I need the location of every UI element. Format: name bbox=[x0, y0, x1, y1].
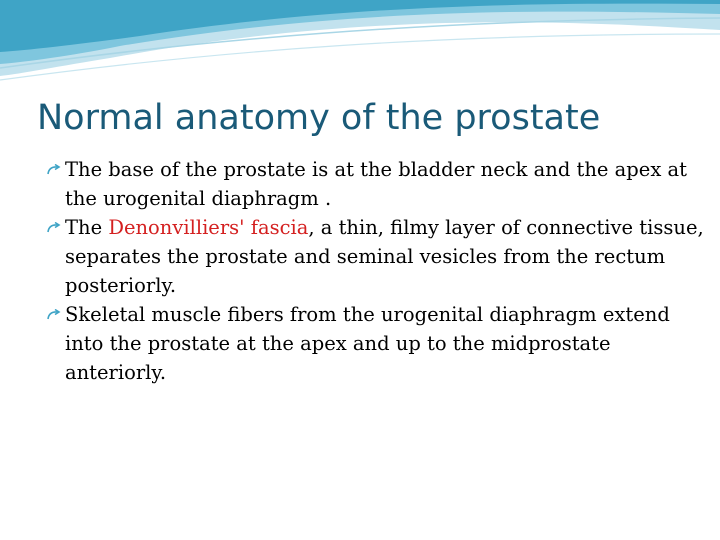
bullet-text-lead: The bbox=[65, 216, 109, 239]
bullet-item bbox=[44, 300, 704, 387]
bullet-text: Skeletal muscle fibers from the urogenital diaphragm extend into the prostate at the apex and up to the midprostate anteriorly. bbox=[65, 303, 670, 384]
bullet-list bbox=[44, 155, 704, 387]
highlighted-term: Denonvilliers' fascia bbox=[108, 216, 309, 239]
header-wave-decoration bbox=[0, 0, 720, 90]
curved-arrow-icon bbox=[46, 164, 62, 176]
curved-arrow-icon bbox=[46, 222, 62, 234]
bullet-item bbox=[44, 213, 704, 300]
slide-title: Normal anatomy of the prostate bbox=[37, 98, 601, 138]
curved-arrow-icon bbox=[46, 309, 62, 321]
bullet-item bbox=[44, 155, 704, 213]
bullet-text: The base of the prostate is at the bladder neck and the apex at the urogenital diaphragm . bbox=[65, 158, 687, 210]
bullet-text-rest: , a thin, filmy layer of connective tissue, separates the prostate and seminal vesicles from the rectum posteriorly. bbox=[65, 216, 704, 297]
